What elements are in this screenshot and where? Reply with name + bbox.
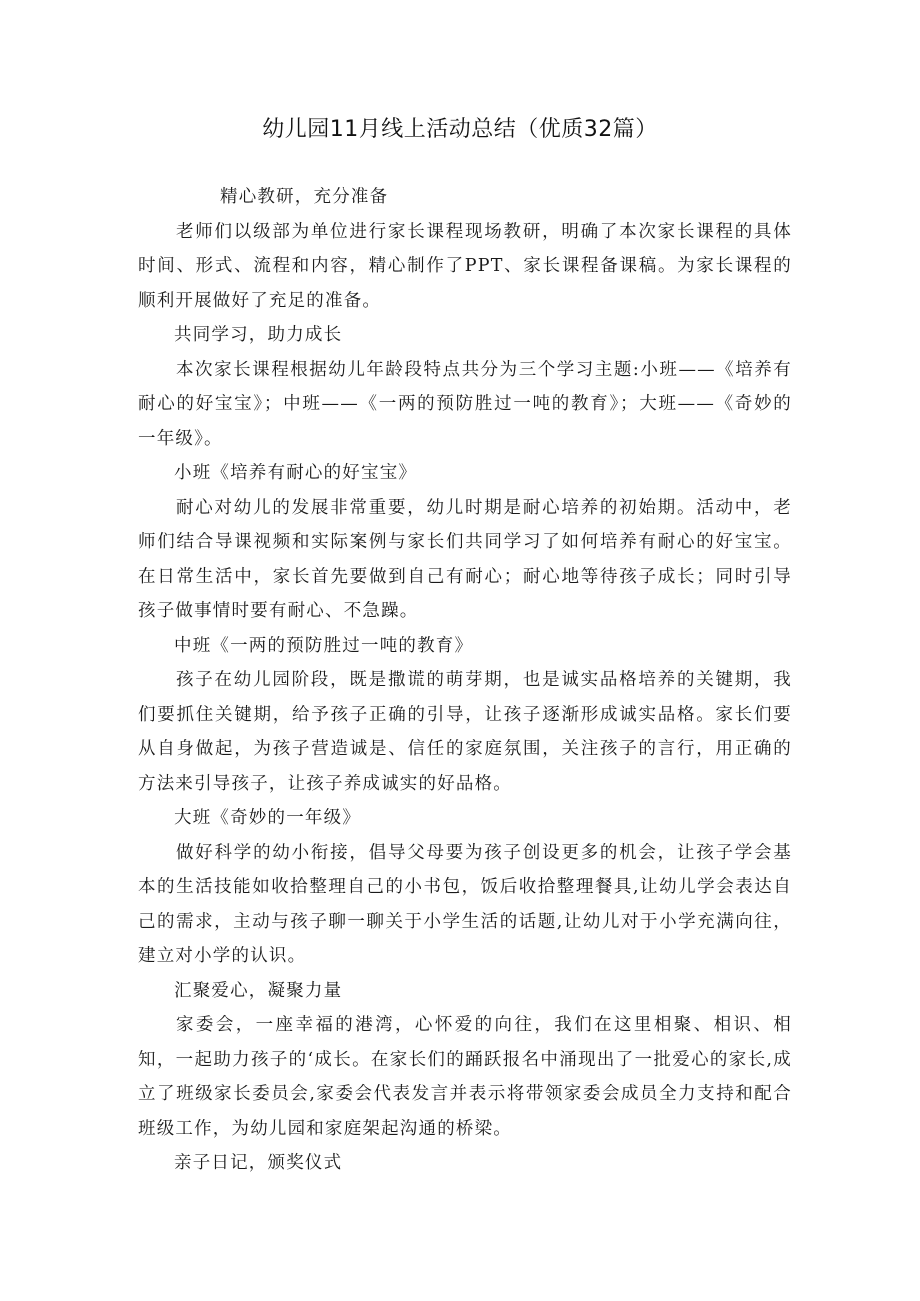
section-heading: 精心教研，充分准备 <box>220 187 389 207</box>
document-title: 幼儿园11月线上活动总结（优质32篇） <box>262 117 658 142</box>
paragraph: 耐心对幼儿的发展非常重要，幼儿时期是耐心培养的初始期。活动中，老师们结合导课视频和实际案例与家长们共同学习了如何培养有耐心的好宝宝。在日常生活中，家长首先要做到自己有耐心；耐心地等待孩子成长；同时引导孩子做事情时要有耐心、不急躁。 <box>138 497 792 621</box>
paragraph: 老师们以级部为单位进行家长课程现场教研，明确了本次家长课程的具体时间、形式、流程和内容，精心制作了PPT、家长课程备课稿。为家长课程的顺利开展做好了充足的准备。 <box>138 221 792 311</box>
paragraph: 本次家长课程根据幼儿年龄段特点共分为三个学习主题:小班——《培养有耐心的好宝宝》；中班——《一两的预防胜过一吨的教育》；大班——《奇妙的一年级》。 <box>138 359 792 449</box>
section-heading: 中班《一两的预防胜过一吨的教育》 <box>174 635 474 656</box>
paragraph: 家委会，一座幸福的港湾，心怀爱的向往，我们在这里相聚、相识、相知，一起助力孩子的‘成长。在家长们的踊跃报名中涌现出了一批爱心的家长,成立了班级家长委员会,家委会代表发言并表示将带领家委会成员全力支持和配合班级工作，为幼儿园和家庭架起沟通的桥梁。 <box>138 1015 792 1139</box>
paragraph: 孩子在幼儿园阶段，既是撒谎的萌芽期，也是诚实品格培养的关键期，我们要抓住关键期，给予孩子正确的引导，让孩子逐渐形成诚实品格。家长们要从自身做起，为孩子营造诚是、信任的家庭氛围，关注孩子的言行，用正确的方法来引导孩子，让孩子养成诚实的好品格。 <box>138 670 792 794</box>
section-heading: 共同学习，助力成长 <box>174 325 343 345</box>
section-heading: 小班《培养有耐心的好宝宝》 <box>174 463 418 483</box>
section-heading: 大班《奇妙的一年级》 <box>174 808 361 828</box>
section-heading: 亲子日记，颁奖仪式 <box>174 1153 343 1173</box>
paragraph: 做好科学的幼小衔接，倡导父母要为孩子创设更多的机会，让孩子学会基本的生活技能如收拾整理自己的小书包，饭后收拾整理餐具,让幼儿学会表达自己的需求，主动与孩子聊一聊关于小学生活的话题,让幼儿对于小学充满向往，建立对小学的认识。 <box>138 842 792 966</box>
section-heading: 汇聚爱心，凝聚力量 <box>174 980 343 1001</box>
document-body <box>138 180 792 1181</box>
